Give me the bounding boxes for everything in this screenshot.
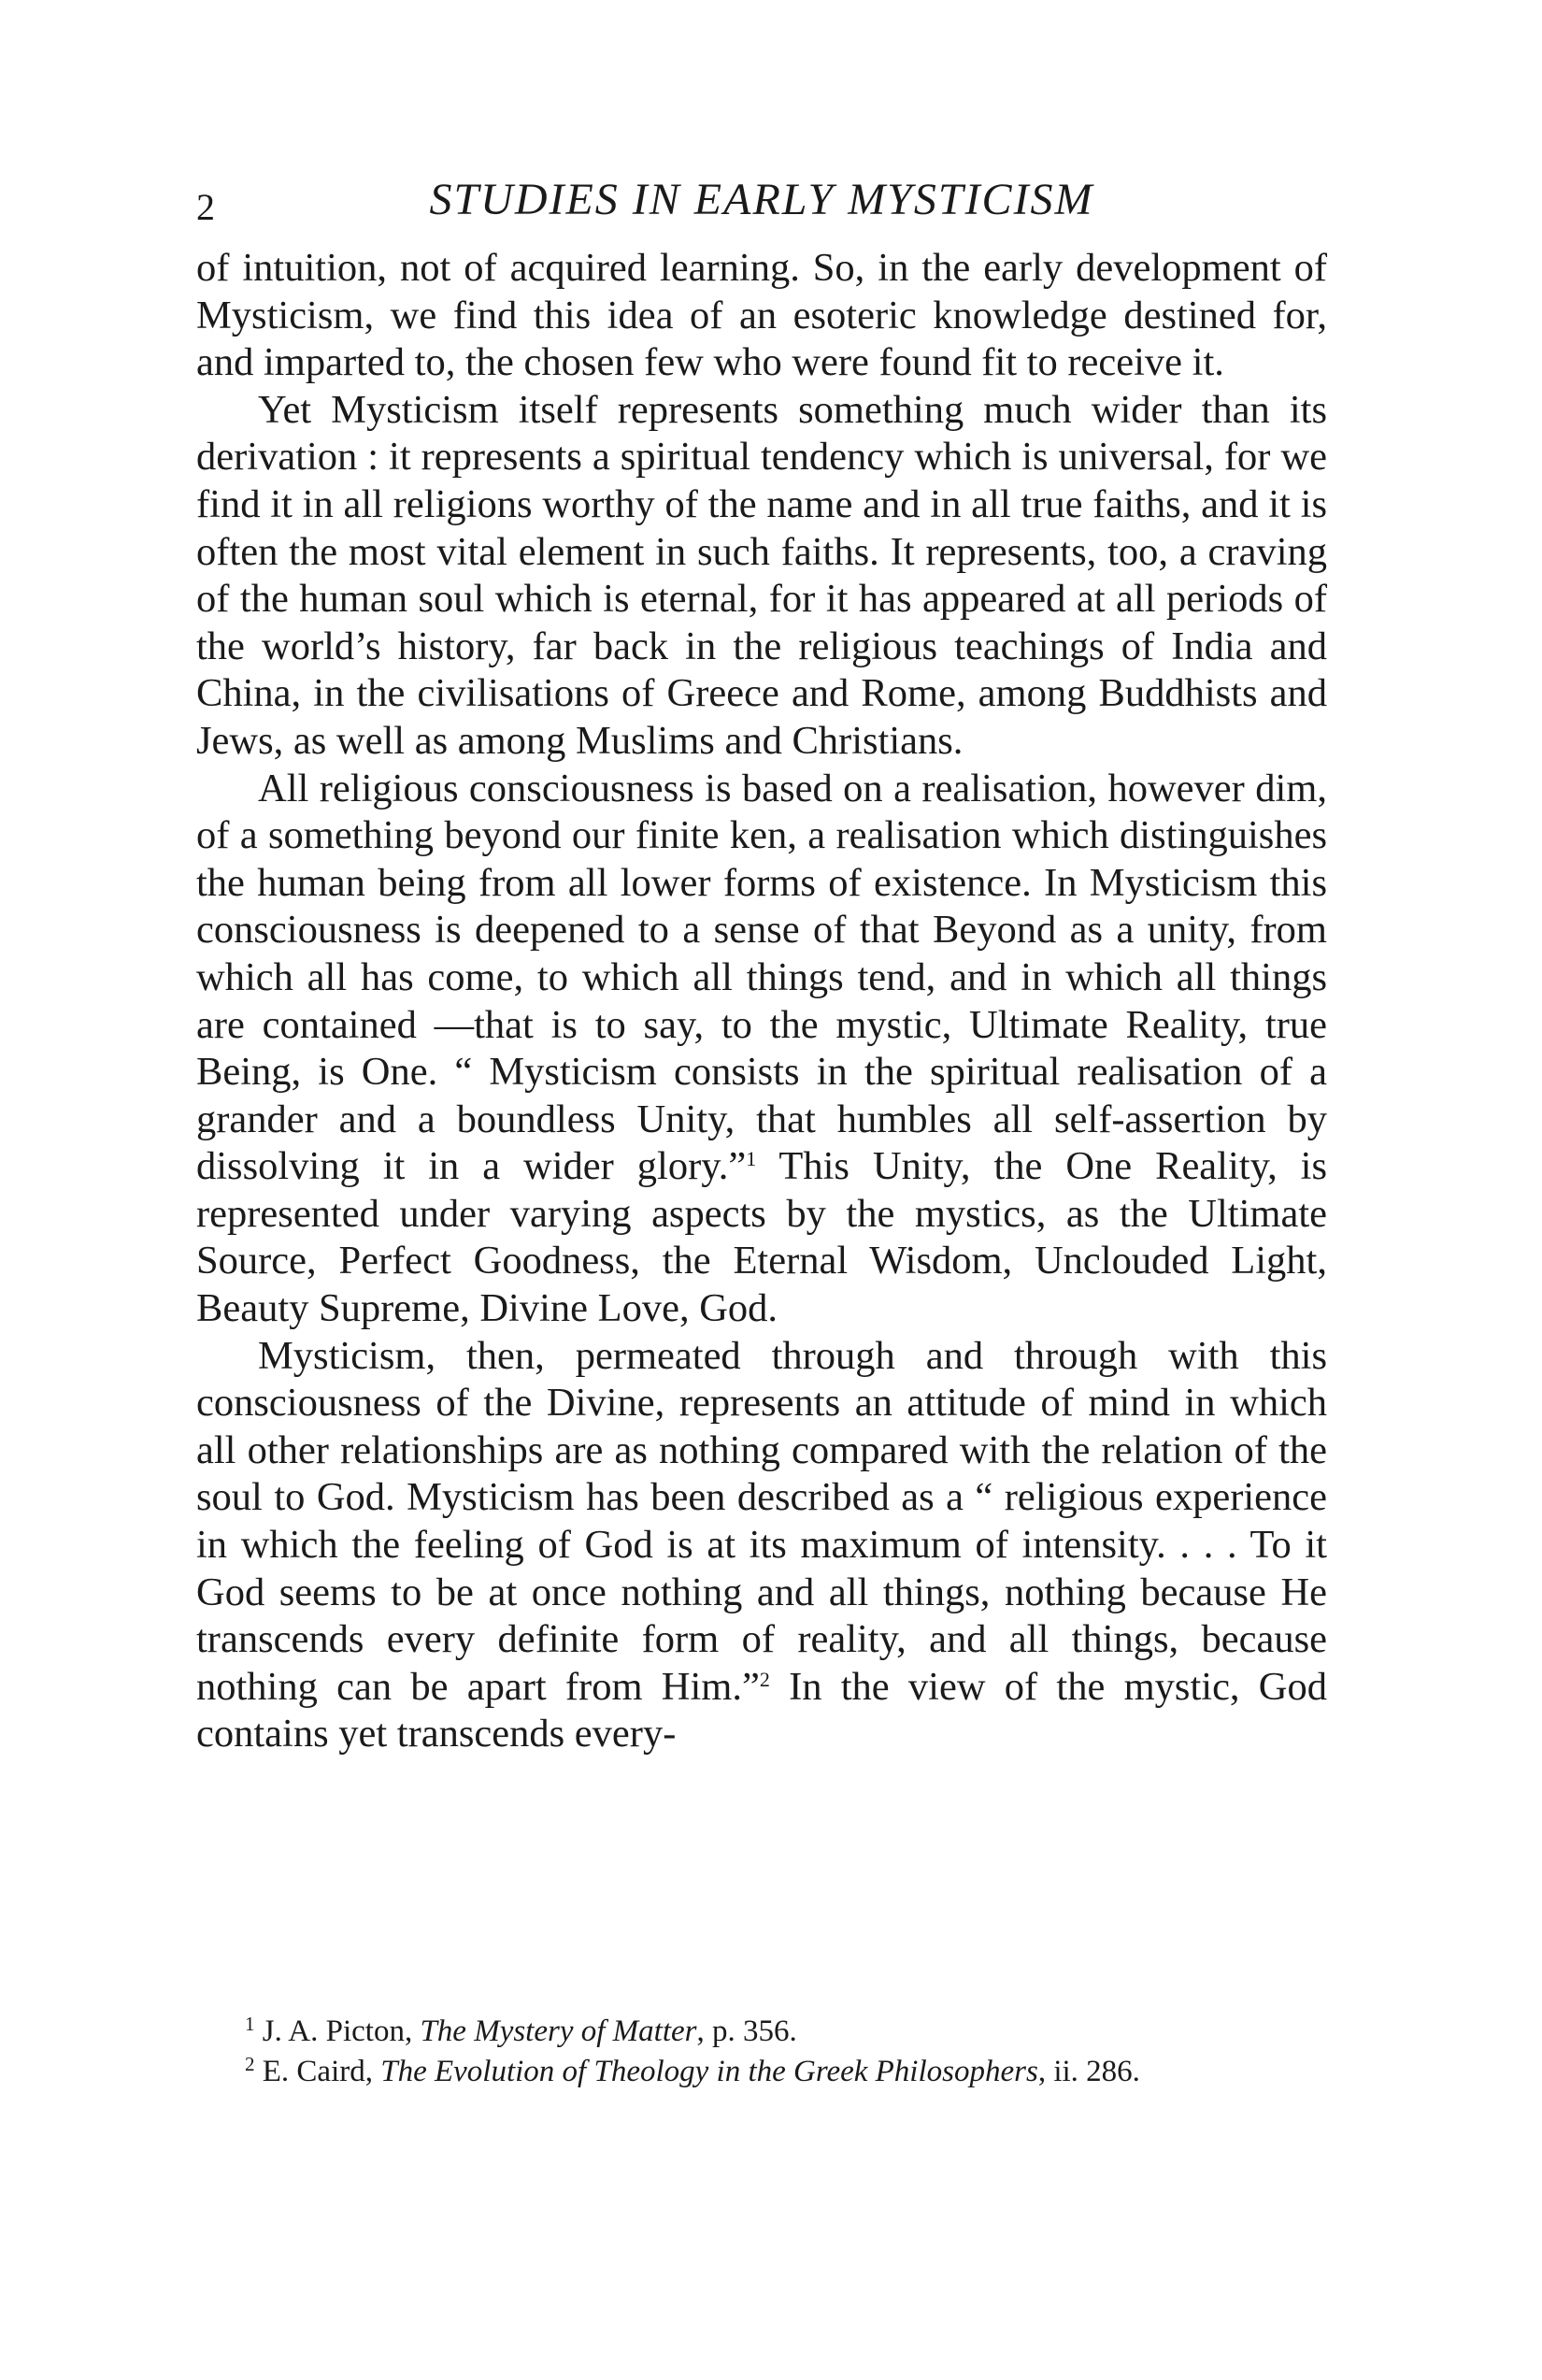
footnote: $^2$ E. Caird, The Evolution of Theology in the Greek Philosophers, ii. 286. xyxy=(245,2053,1140,2088)
running-head: STUDIES IN EARLY MYSTICISM xyxy=(429,175,1094,224)
body-text xyxy=(196,245,1327,1758)
footnote-marker: 1 xyxy=(245,2013,255,2035)
paragraph: of intuition, not of acquired learning. So, in the early development of Mysticism, we find this idea of an esoteric knowledge destined for, and imparted to, the chosen few who were found fit to receive it. xyxy=(196,246,1327,385)
paragraph: Mysticism, then, permeated through and through with this consciousness of the Divine, represents an attitude of mind in which all other relationships are as nothing compared with the relation of the soul to God. Mysticism has been described as a “ religious experience in which the feeling of God is at its maximum of intensity. . . . To it God seems to be at once nothing and all things, nothing because He transcends every definite form of reality, and all things, because nothing can be apart from Him.”$^2$ In the view of the mystic, God contains yet transcends every- xyxy=(196,1333,1328,1756)
cited-title: The Mystery of Matter xyxy=(420,2014,697,2048)
footnote: $^1$ J. A. Picton, The Mystery of Matter, p. 356. xyxy=(245,2013,797,2048)
page-number: 2 xyxy=(196,186,215,228)
cited-title: The Evolution of Theology in the Greek Philosophers xyxy=(380,2055,1038,2088)
page-header xyxy=(196,174,1327,230)
footnotes xyxy=(196,2012,1327,2092)
paragraph: All religious consciousness is based on a realisation, however dim, of a something beyond our finite ken, a realisation which distinguishes the human being from all lower forms of existence. In Mysticism this consciousness is deepened to a sense of that Beyond as a unity, from which all has come, to which all things tend, and in which all things are contained —that is to say, to the mystic, Ultimate Reality, true Being, is One. “ Mysticism consists in the spiritual realisation of a grander and a boundless Unity, that humbles all self-assertion by dissolving it in a wider glory.”$^1$ This Unity, the One Reality, is represented under varying aspects by the mystics, as the Ultimate Source, Perfect Goodness, the Eternal Wisdom, Unclouded Light, Beauty Supreme, Divine Love, God. xyxy=(196,766,1327,1331)
footnote-ref[interactable]: 2 xyxy=(759,1667,770,1691)
paragraph: Yet Mysticism itself represents something much wider than its derivation : it represents a spiritual tendency which is universal, for we find it in all religions worthy of the name and in all true faiths, and it is often the most vital element in such faiths. It represents, too, a craving of the human soul which is eternal, for it has appeared at all periods of the world’s history, far back in the religious teachings of India and China, in the civilisations of Greece and Rome, among Buddhists and Jews, as well as among Muslims and Christians. xyxy=(196,387,1327,763)
footnote-marker: 2 xyxy=(245,2053,255,2075)
footnote-ref[interactable]: 1 xyxy=(746,1147,757,1171)
